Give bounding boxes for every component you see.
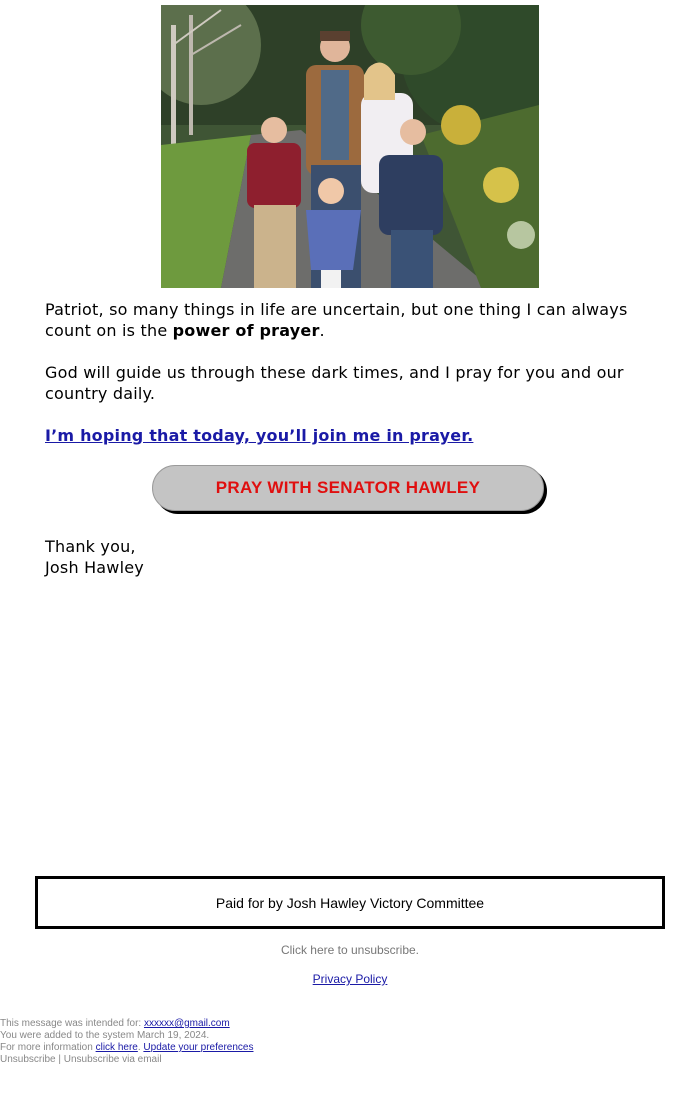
intended-for-line bbox=[0, 1018, 400, 1030]
added-date-line: You were added to the system March 19, 2024. bbox=[0, 1030, 210, 1041]
click-here-link[interactable]: click here bbox=[95, 1042, 138, 1053]
privacy-policy bbox=[0, 972, 700, 986]
signature-closing: Thank you, bbox=[45, 537, 136, 556]
privacy-policy-link[interactable]: Privacy Policy bbox=[312, 972, 388, 986]
footer-meta bbox=[0, 1018, 400, 1066]
unsubscribe-link[interactable]: Click here to unsubscribe. bbox=[280, 943, 420, 957]
intended-for-label: This message was intended for: bbox=[0, 1018, 144, 1029]
unsubscribe-options-line[interactable]: Unsubscribe | Unsubscribe via email bbox=[0, 1054, 162, 1065]
family-photo bbox=[161, 5, 539, 288]
prayer-paragraph: God will guide us through these dark times, and I pray for you and our country daily. bbox=[45, 363, 624, 403]
signature bbox=[45, 536, 655, 578]
recipient-email-link[interactable]: xxxxxx@gmail.com bbox=[143, 1018, 230, 1029]
join-prayer-link[interactable]: I’m hoping that today, you’ll join me in prayer. bbox=[45, 426, 474, 445]
intro-paragraph bbox=[45, 299, 655, 341]
join-prayer-paragraph bbox=[45, 425, 655, 446]
more-info-separator: . bbox=[137, 1042, 144, 1053]
pray-with-senator-button[interactable]: PRAY WITH SENATOR HAWLEY bbox=[152, 465, 544, 511]
more-info-line bbox=[0, 1042, 400, 1054]
intro-text: Patriot, so many things in life are uncertain, but one thing I can always count on is the bbox=[45, 300, 628, 340]
more-info-label: For more information bbox=[0, 1042, 96, 1053]
family-photo-illustration bbox=[161, 5, 539, 288]
paid-for-text: Paid for by Josh Hawley Victory Committee bbox=[215, 894, 485, 911]
intro-bold-text: power of prayer bbox=[172, 321, 320, 340]
signature-name: Josh Hawley bbox=[45, 558, 144, 577]
update-preferences-link[interactable]: Update your preferences bbox=[143, 1042, 254, 1053]
intro-period: . bbox=[319, 321, 325, 340]
paid-for-disclaimer bbox=[35, 876, 665, 929]
